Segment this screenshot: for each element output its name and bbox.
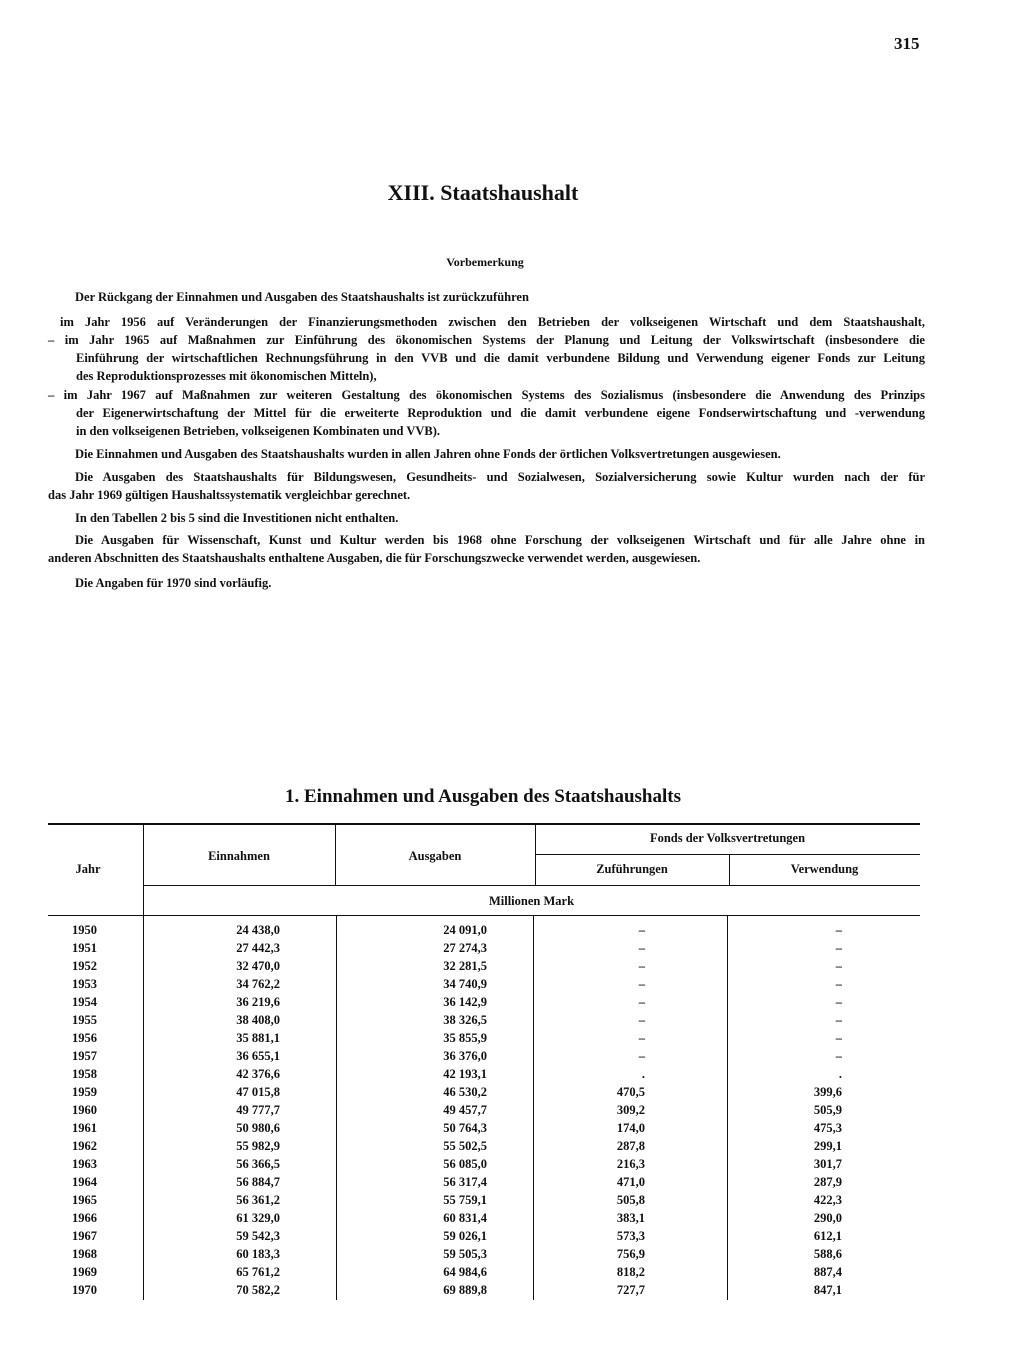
intro-item-1965-cont: des Reproduktionsprozesses mit ökonomischen Mitteln),	[76, 369, 377, 383]
header-bottom-rule	[48, 915, 920, 916]
header-unit: Millionen Mark	[488, 894, 575, 908]
cell-einnahmen: 24 438,0	[236, 923, 280, 937]
cell-year: 1968	[72, 1247, 97, 1261]
cell-verwendung: 475,3	[813, 1121, 842, 1135]
cell-zufuehrungen: 756,9	[616, 1247, 645, 1261]
cell-year: 1958	[72, 1067, 97, 1081]
cell-verwendung: 505,9	[813, 1103, 842, 1117]
intro-item-1965: – im Jahr 1965 auf Maßnahmen zur Einführung des ökonomischen Systems der Planung und Leitung der Volkswirtschaft (insbesondere die	[48, 333, 925, 347]
cell-zufuehrungen: .	[641, 1067, 645, 1081]
cell-einnahmen: 36 219,6	[236, 995, 280, 1009]
intro-item-1967-cont: in den volkseigenen Betrieben, volkseigenen Kombinaten und VVB).	[76, 424, 441, 438]
cell-year: 1951	[72, 941, 97, 955]
cell-einnahmen: 47 015,8	[236, 1085, 280, 1099]
cell-zufuehrungen: –	[638, 1013, 645, 1027]
cell-year: 1970	[72, 1283, 97, 1297]
cell-ausgaben: 56 317,4	[443, 1175, 487, 1189]
cell-year: 1962	[72, 1139, 97, 1153]
cell-zufuehrungen: –	[638, 1049, 645, 1063]
table-row	[0, 1245, 1024, 1263]
cell-verwendung: 887,4	[813, 1265, 842, 1279]
table-row	[0, 1119, 1024, 1137]
cell-verwendung: 301,7	[813, 1157, 842, 1171]
cell-year: 1960	[72, 1103, 97, 1117]
cell-year: 1964	[72, 1175, 97, 1189]
cell-ausgaben: 35 855,9	[443, 1031, 487, 1045]
paragraph-cont: anderen Abschnitten des Staatshaushalts enthaltene Ausgaben, die für Forschungszwecke verwendet werden, ausgewiesen.	[48, 551, 701, 565]
cell-ausgaben: 59 026,1	[443, 1229, 487, 1243]
header-rule	[535, 854, 920, 855]
cell-ausgaben: 42 193,1	[443, 1067, 487, 1081]
cell-verwendung: 422,3	[813, 1193, 842, 1207]
cell-einnahmen: 60 183,3	[236, 1247, 280, 1261]
cell-einnahmen: 65 761,2	[236, 1265, 280, 1279]
cell-year: 1955	[72, 1013, 97, 1027]
cell-year: 1956	[72, 1031, 97, 1045]
table-top-rule	[48, 823, 920, 825]
table-row	[0, 1065, 1024, 1083]
cell-ausgaben: 60 831,4	[443, 1211, 487, 1225]
header-ausgaben: Ausgaben	[408, 849, 462, 863]
cell-verwendung: 399,6	[813, 1085, 842, 1099]
cell-year: 1966	[72, 1211, 97, 1225]
cell-einnahmen: 42 376,6	[236, 1067, 280, 1081]
cell-ausgaben: 69 889,8	[443, 1283, 487, 1297]
cell-zufuehrungen: 818,2	[616, 1265, 645, 1279]
cell-verwendung: 588,6	[813, 1247, 842, 1261]
table-row	[0, 957, 1024, 975]
cell-verwendung: –	[835, 1013, 842, 1027]
cell-einnahmen: 55 982,9	[236, 1139, 280, 1153]
intro-item-1965-cont: Einführung der wirtschaftlichen Rechnungsführung in den VVB und die damit verbundene Bildung und Verwendung eigener Fonds zur Leitung	[76, 351, 925, 365]
cell-zufuehrungen: 287,8	[616, 1139, 645, 1153]
header-zufuehrungen: Zuführungen	[596, 862, 668, 876]
cell-einnahmen: 38 408,0	[236, 1013, 280, 1027]
header-fonds: Fonds der Volksvertretungen	[649, 831, 806, 845]
cell-verwendung: 299,1	[813, 1139, 842, 1153]
table-row	[0, 1281, 1024, 1299]
paragraph: Die Ausgaben des Staatshaushalts für Bildungswesen, Gesundheits- und Sozialwesen, Sozialversicherung sowie Kultur wurden nach der für	[75, 470, 925, 484]
cell-einnahmen: 56 366,5	[236, 1157, 280, 1171]
paragraph: Die Angaben für 1970 sind vorläufig.	[75, 576, 272, 590]
cell-ausgaben: 50 764,3	[443, 1121, 487, 1135]
paragraph: In den Tabellen 2 bis 5 sind die Investitionen nicht enthalten.	[75, 511, 399, 525]
cell-zufuehrungen: 505,8	[616, 1193, 645, 1207]
table-row	[0, 1191, 1024, 1209]
cell-verwendung: –	[835, 977, 842, 991]
cell-einnahmen: 56 884,7	[236, 1175, 280, 1189]
cell-year: 1959	[72, 1085, 97, 1099]
cell-zufuehrungen: –	[638, 977, 645, 991]
table-row	[0, 1173, 1024, 1191]
cell-year: 1963	[72, 1157, 97, 1171]
section-heading: Vorbemerkung	[446, 255, 524, 269]
page-number: 315	[894, 34, 920, 53]
cell-year: 1950	[72, 923, 97, 937]
cell-verwendung: 847,1	[813, 1283, 842, 1297]
cell-ausgaben: 46 530,2	[443, 1085, 487, 1099]
table-row	[0, 993, 1024, 1011]
table-row	[0, 1209, 1024, 1227]
table-row	[0, 1101, 1024, 1119]
cell-ausgaben: 56 085,0	[443, 1157, 487, 1171]
cell-ausgaben: 34 740,9	[443, 977, 487, 991]
table-row	[0, 1011, 1024, 1029]
header-einnahmen: Einnahmen	[208, 849, 270, 863]
cell-zufuehrungen: –	[638, 959, 645, 973]
cell-ausgaben: 59 505,3	[443, 1247, 487, 1261]
table-row	[0, 1029, 1024, 1047]
cell-ausgaben: 36 142,9	[443, 995, 487, 1009]
cell-ausgaben: 27 274,3	[443, 941, 487, 955]
intro-item-1967-cont: der Eigenerwirtschaftung der Mittel für die erweiterte Reproduktion und die damit verbundene eigene Fondserwirtschaftung und -verwendung	[76, 406, 925, 420]
cell-ausgaben: 64 984,6	[443, 1265, 487, 1279]
cell-verwendung: 290,0	[813, 1211, 842, 1225]
cell-zufuehrungen: –	[638, 941, 645, 955]
table-row	[0, 1263, 1024, 1281]
cell-einnahmen: 70 582,2	[236, 1283, 280, 1297]
cell-zufuehrungen: 216,3	[616, 1157, 645, 1171]
cell-year: 1952	[72, 959, 97, 973]
cell-einnahmen: 35 881,1	[236, 1031, 280, 1045]
table-row	[0, 1047, 1024, 1065]
table-row	[0, 975, 1024, 993]
cell-year: 1965	[72, 1193, 97, 1207]
cell-year: 1957	[72, 1049, 97, 1063]
cell-verwendung: –	[835, 959, 842, 973]
cell-zufuehrungen: –	[638, 995, 645, 1009]
cell-ausgaben: 36 376,0	[443, 1049, 487, 1063]
intro-item-1967: – im Jahr 1967 auf Maßnahmen zur weiteren Gestaltung des ökonomischen Systems des Sozialismus (insbesondere die Anwendung des Prinzips	[48, 388, 925, 402]
cell-zufuehrungen: 383,1	[616, 1211, 645, 1225]
cell-ausgaben: 24 091,0	[443, 923, 487, 937]
cell-ausgaben: 55 759,1	[443, 1193, 487, 1207]
header-verwendung: Verwendung	[790, 862, 859, 876]
cell-zufuehrungen: 573,3	[616, 1229, 645, 1243]
table-title: 1. Einnahmen und Ausgaben des Staatshaushalts	[285, 786, 681, 807]
table-row	[0, 939, 1024, 957]
paragraph-cont: das Jahr 1969 gültigen Haushaltssystematik vergleichbar gerechnet.	[48, 488, 411, 502]
cell-zufuehrungen: –	[638, 923, 645, 937]
table-row	[0, 1137, 1024, 1155]
cell-zufuehrungen: 727,7	[616, 1283, 645, 1297]
cell-verwendung: –	[835, 923, 842, 937]
cell-verwendung: 612,1	[813, 1229, 842, 1243]
table-row	[0, 1083, 1024, 1101]
header-rule	[143, 885, 920, 886]
cell-zufuehrungen: 471,0	[616, 1175, 645, 1189]
table-row	[0, 921, 1024, 939]
cell-einnahmen: 50 980,6	[236, 1121, 280, 1135]
cell-einnahmen: 32 470,0	[236, 959, 280, 973]
cell-einnahmen: 61 329,0	[236, 1211, 280, 1225]
cell-verwendung: 287,9	[813, 1175, 842, 1189]
cell-year: 1969	[72, 1265, 97, 1279]
cell-year: 1953	[72, 977, 97, 991]
chapter-title: XIII. Staatshaushalt	[387, 180, 579, 205]
cell-einnahmen: 27 442,3	[236, 941, 280, 955]
table-row	[0, 1227, 1024, 1245]
cell-ausgaben: 49 457,7	[443, 1103, 487, 1117]
cell-verwendung: –	[835, 1031, 842, 1045]
cell-einnahmen: 34 762,2	[236, 977, 280, 991]
cell-zufuehrungen: 470,5	[616, 1085, 645, 1099]
paragraph: Die Ausgaben für Wissenschaft, Kunst und Kultur werden bis 1968 ohne Forschung der volkseigenen Wirtschaft und für alle Jahre ohne in	[75, 533, 925, 547]
cell-verwendung: –	[835, 941, 842, 955]
paragraph: Die Einnahmen und Ausgaben des Staatshaushalts wurden in allen Jahren ohne Fonds der örtlichen Volksvertretungen ausgewiesen.	[75, 447, 781, 461]
cell-ausgaben: 55 502,5	[443, 1139, 487, 1153]
cell-einnahmen: 59 542,3	[236, 1229, 280, 1243]
intro-line: Der Rückgang der Einnahmen und Ausgaben des Staatshaushalts ist zurückzuführen	[75, 290, 529, 304]
cell-zufuehrungen: 309,2	[616, 1103, 645, 1117]
cell-ausgaben: 32 281,5	[443, 959, 487, 973]
cell-verwendung: .	[838, 1067, 842, 1081]
cell-einnahmen: 49 777,7	[236, 1103, 280, 1117]
cell-verwendung: –	[835, 1049, 842, 1063]
cell-einnahmen: 56 361,2	[236, 1193, 280, 1207]
cell-zufuehrungen: –	[638, 1031, 645, 1045]
cell-einnahmen: 36 655,1	[236, 1049, 280, 1063]
cell-verwendung: –	[835, 995, 842, 1009]
cell-year: 1961	[72, 1121, 97, 1135]
cell-ausgaben: 38 326,5	[443, 1013, 487, 1027]
cell-year: 1954	[72, 995, 97, 1009]
cell-year: 1967	[72, 1229, 97, 1243]
cell-zufuehrungen: 174,0	[616, 1121, 645, 1135]
table-row	[0, 1155, 1024, 1173]
intro-item-1956: im Jahr 1956 auf Veränderungen der Finanzierungsmethoden zwischen den Betrieben der volkseigenen Wirtschaft und dem Staatshaushalt,	[60, 315, 925, 329]
header-jahr: Jahr	[75, 862, 101, 876]
